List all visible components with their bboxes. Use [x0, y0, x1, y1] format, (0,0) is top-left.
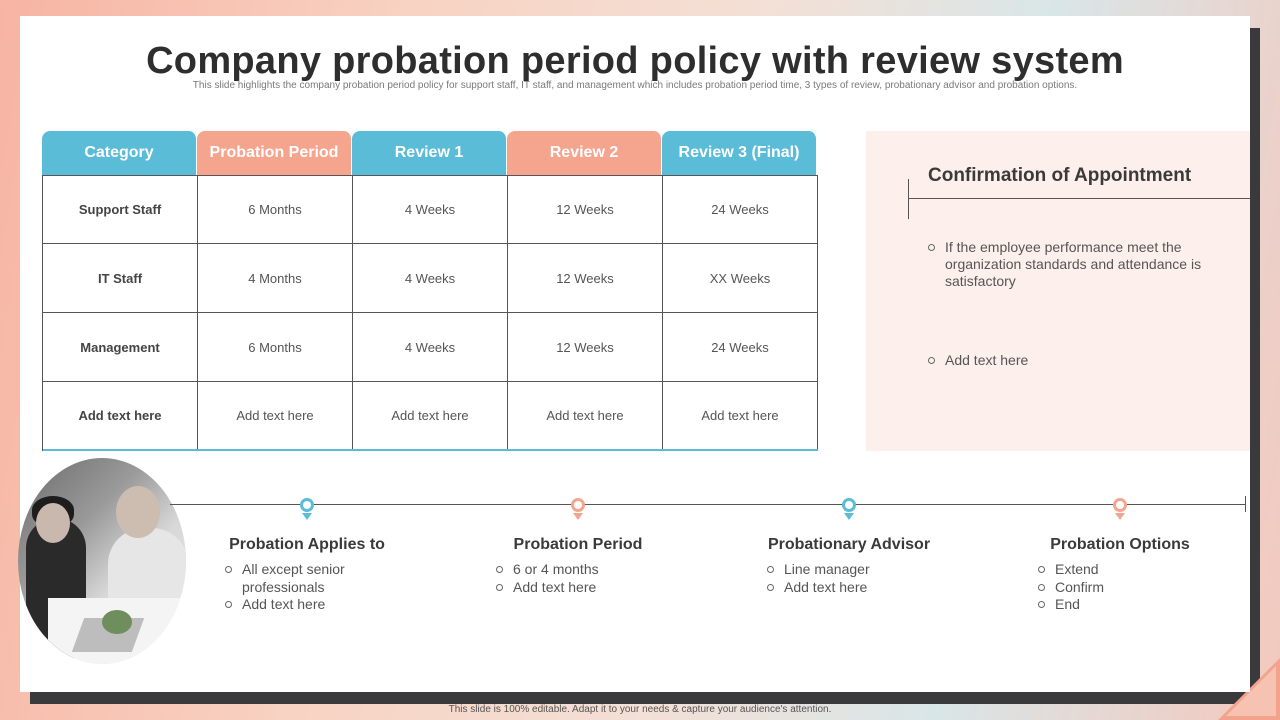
- circle-bullet-icon: [928, 357, 935, 364]
- circle-bullet-icon: [1038, 566, 1045, 573]
- circle-bullet-icon: [928, 244, 935, 251]
- slide: [20, 16, 1250, 692]
- timeline-title: Probation Applies to: [229, 536, 385, 553]
- footer-note: This slide is 100% editable. Adapt it to your needs & capture your audience's attention.: [448, 704, 832, 715]
- confirmation-box: [866, 131, 1250, 451]
- timeline-title: Probation Period: [513, 536, 643, 553]
- list-item: Confirm: [1038, 579, 1228, 597]
- table-cell: 4 Months: [198, 244, 353, 312]
- table-cell: 4 Weeks: [353, 176, 508, 243]
- table-cell: 4 Weeks: [353, 244, 508, 312]
- list-item: Add text here: [767, 579, 957, 597]
- timeline-end-tick: [1245, 496, 1246, 512]
- timeline-marker-icon: [1113, 498, 1127, 520]
- table-row: [43, 313, 818, 382]
- header-probation-period: Probation Period: [197, 131, 352, 175]
- header-review-2: Review 2: [507, 131, 662, 175]
- header-category: Category: [42, 131, 197, 175]
- header-review-3: Review 3 (Final): [662, 131, 817, 175]
- probation-table: [42, 131, 818, 451]
- table-cell: IT Staff: [43, 244, 198, 312]
- table-cell: 24 Weeks: [663, 313, 818, 381]
- list-item: End: [1038, 596, 1228, 614]
- timeline-line: [170, 504, 1246, 505]
- confirmation-title: Confirmation of Appointment: [928, 165, 1192, 186]
- timeline-marker-icon: [300, 498, 314, 520]
- timeline-item-probation-period: [458, 536, 698, 596]
- divider: [908, 198, 1250, 199]
- circle-bullet-icon: [767, 566, 774, 573]
- timeline-title: Probationary Advisor: [767, 536, 931, 553]
- table-cell: 24 Weeks: [663, 176, 818, 243]
- timeline-list: [1038, 561, 1228, 614]
- list-item: Add text here: [496, 579, 686, 597]
- timeline-list: [496, 561, 686, 596]
- table-row: [43, 382, 818, 451]
- table-cell: 4 Weeks: [353, 313, 508, 381]
- circle-bullet-icon: [225, 566, 232, 573]
- page-subtitle: This slide highlights the company probation period policy for support staff, IT staff, and management which includes probation period time, 3 types of review, probationary advisor and probation options.: [192, 80, 1078, 91]
- timeline-item-advisor: [729, 536, 969, 596]
- table-cell: 6 Months: [198, 313, 353, 381]
- table-cell: Add text here: [663, 382, 818, 449]
- meeting-photo: [18, 458, 186, 664]
- table-cell: Add text here: [43, 382, 198, 449]
- divider: [908, 179, 909, 219]
- table-cell: Add text here: [198, 382, 353, 449]
- list-item: 6 or 4 months: [496, 561, 686, 579]
- list-item: Add text here: [928, 352, 1218, 369]
- list-item: If the employee performance meet the organization standards and attendance is satisfactory: [928, 239, 1218, 290]
- timeline-list: [225, 561, 395, 614]
- table-cell: Add text here: [353, 382, 508, 449]
- table-cell: 12 Weeks: [508, 244, 663, 312]
- table-cell: Add text here: [508, 382, 663, 449]
- circle-bullet-icon: [496, 566, 503, 573]
- timeline-list: [767, 561, 957, 596]
- table-cell: 12 Weeks: [508, 176, 663, 243]
- table-header: [42, 131, 818, 175]
- timeline-item-applies-to: [187, 536, 427, 614]
- circle-bullet-icon: [767, 584, 774, 591]
- table-body: [42, 175, 818, 451]
- table-cell: Management: [43, 313, 198, 381]
- table-row: [43, 175, 818, 244]
- timeline-item-options: [1000, 536, 1240, 614]
- circle-bullet-icon: [225, 601, 232, 608]
- table-cell: 6 Months: [198, 176, 353, 243]
- timeline-marker-icon: [842, 498, 856, 520]
- timeline-marker-icon: [571, 498, 585, 520]
- header-review-1: Review 1: [352, 131, 507, 175]
- confirmation-list: [928, 239, 1218, 369]
- table-row: [43, 244, 818, 313]
- list-item: Add text here: [225, 596, 395, 614]
- circle-bullet-icon: [1038, 601, 1045, 608]
- page-title: Company probation period policy with review system: [146, 40, 1124, 82]
- circle-bullet-icon: [1038, 584, 1045, 591]
- table-cell: 12 Weeks: [508, 313, 663, 381]
- table-cell: XX Weeks: [663, 244, 818, 312]
- list-item: Extend: [1038, 561, 1228, 579]
- list-item: All except senior professionals: [225, 561, 395, 596]
- timeline-title: Probation Options: [1050, 536, 1190, 553]
- list-item: Line manager: [767, 561, 957, 579]
- table-cell: Support Staff: [43, 176, 198, 243]
- circle-bullet-icon: [496, 584, 503, 591]
